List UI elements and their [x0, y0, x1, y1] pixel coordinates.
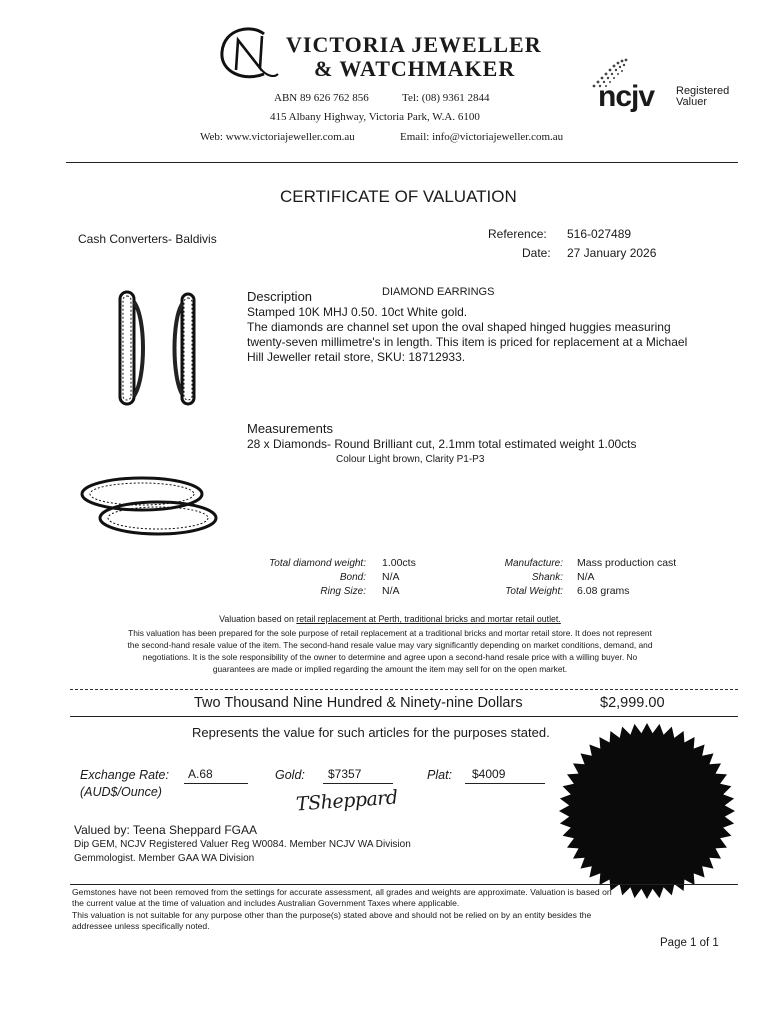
earrings-front-photo	[112, 288, 212, 410]
value-bottom-rule	[70, 716, 738, 717]
ring-size-value: N/A	[382, 585, 400, 597]
measurements-heading: Measurements	[247, 421, 333, 436]
disclaimer-line: negotiations. It is the sole responsibility of the owner to determine and agree upon a second-hand resale price with a willing buyer. No	[142, 652, 638, 662]
page-number: Page 1 of 1	[660, 937, 719, 949]
valuer-memberships: Gemmologist. Member GAA WA Division	[74, 853, 255, 864]
valuer-name: Valued by: Teena Sheppard FGAA	[74, 823, 258, 837]
item-type: DIAMOND EARRINGS	[382, 286, 495, 298]
website: Web: www.victoriajeweller.com.au	[200, 131, 355, 143]
gold-label: Gold:	[275, 768, 305, 782]
footer-divider	[70, 884, 738, 885]
page-title: CERTIFICATE OF VALUATION	[280, 187, 517, 206]
footer-note: Gemstones have not been removed from the settings for accurate assessment, all grades and weights are approximate. Valuation is based on	[72, 887, 612, 897]
ncjv-valuer: Valuer	[676, 96, 707, 108]
phone: Tel: (08) 9361 2844	[402, 92, 490, 104]
header-divider	[66, 162, 738, 163]
measurements-line: 28 x Diamonds- Round Brilliant cut, 2.1mm total estimated weight 1.00cts	[247, 437, 637, 451]
description-line: Hill Jeweller retail store, SKU: 18712933.	[247, 350, 466, 364]
shank-value: N/A	[577, 571, 595, 583]
bond-value: N/A	[382, 571, 400, 583]
aud-per-ounce-label: (AUD$/Ounce)	[80, 785, 162, 799]
reference-value: 516-027489	[567, 227, 632, 241]
bond-label: Bond:	[339, 572, 366, 583]
date-label: Date:	[522, 246, 551, 260]
business-name-line2: & WATCHMAKER	[314, 56, 516, 81]
exchange-rate-value: A.68	[188, 767, 213, 781]
gold-underline	[323, 783, 393, 784]
footer-note: addressee unless specifically noted.	[72, 921, 210, 931]
client-name: Cash Converters- Baldivis	[78, 232, 217, 246]
valuation-basis-underlined: retail replacement at Perth, traditional bricks and mortar retail outlet.	[296, 614, 561, 624]
ncjv-registered: Registered	[676, 85, 730, 97]
vj-monogram-logo	[216, 24, 282, 84]
colour-clarity: Colour Light brown, Clarity P1-P3	[336, 454, 485, 465]
street-address: 415 Albany Highway, Victoria Park, W.A. 6100	[270, 111, 480, 123]
total-weight-value: 6.08 grams	[577, 585, 630, 597]
ncjv-logo: ncjv	[598, 80, 655, 113]
disclaimer-line: guarantees are made or implied regarding the amount the item may sell for on the open market.	[212, 664, 568, 674]
plat-label: Plat:	[427, 768, 453, 782]
value-amount: $2,999.00	[600, 695, 665, 711]
business-name: VICTORIA JEWELLER	[286, 32, 542, 57]
description-heading: Description	[247, 289, 313, 304]
disclaimer-line: This valuation has been prepared for the sole purpose of retail replacement at a traditional bricks and mortar retail store. It does not represent	[128, 628, 652, 638]
exchange-rate-label: Exchange Rate:	[80, 768, 169, 782]
ring-size-label: Ring Size:	[320, 586, 366, 597]
seal-stamp	[558, 722, 736, 900]
plat-value: $4009	[472, 767, 506, 781]
represents-text: Represents the value for such articles for the purposes stated.	[192, 725, 550, 740]
shank-label: Shank:	[531, 572, 563, 583]
earrings-side-photo	[78, 470, 220, 542]
description-line: twenty-seven millimetre's in length. This item is priced for replacement at a Michael	[247, 335, 688, 349]
signature: TSheppard	[295, 786, 399, 816]
date-value: 27 January 2026	[567, 246, 657, 260]
reference-label: Reference:	[488, 227, 547, 241]
abn: ABN 89 626 762 856	[274, 92, 369, 104]
footer-note: the current value at the time of valuation and includes Australian Government Taxes where applicable.	[72, 898, 460, 908]
manufacture-value: Mass production cast	[577, 557, 677, 569]
valuation-basis-prefix: Valuation based on	[219, 614, 297, 624]
total-diamond-weight-value: 1.00cts	[382, 557, 416, 569]
manufacture-label: Manufacture:	[504, 558, 563, 569]
seal-shape	[559, 723, 735, 899]
email: Email: info@victoriajeweller.com.au	[400, 131, 564, 143]
valuation-basis	[60, 614, 720, 624]
value-top-rule	[70, 689, 738, 690]
footer-note: This valuation is not suitable for any purpose other than the purpose(s) stated above and should not be relied on by an entity besides the	[72, 910, 592, 920]
value-in-words: Two Thousand Nine Hundred & Ninety-nine Dollars	[194, 695, 523, 711]
plat-underline	[465, 783, 545, 784]
disclaimer-line: the second-hand resale value of the item. The second-hand resale value may vary significantly depending on market conditions, demand, and	[127, 640, 653, 650]
gold-value: $7357	[328, 767, 362, 781]
description-line: The diamonds are channel set upon the oval shaped hinged huggies measuring	[247, 320, 671, 334]
valuer-credentials: Dip GEM, NCJV Registered Valuer Reg W0084. Member NCJV WA Division	[74, 839, 411, 850]
total-diamond-weight-label: Total diamond weight:	[269, 558, 366, 569]
description-line: Stamped 10K MHJ 0.50. 10ct White gold.	[247, 305, 468, 319]
exchange-rate-underline	[184, 783, 248, 784]
total-weight-label: Total Weight:	[505, 586, 563, 597]
